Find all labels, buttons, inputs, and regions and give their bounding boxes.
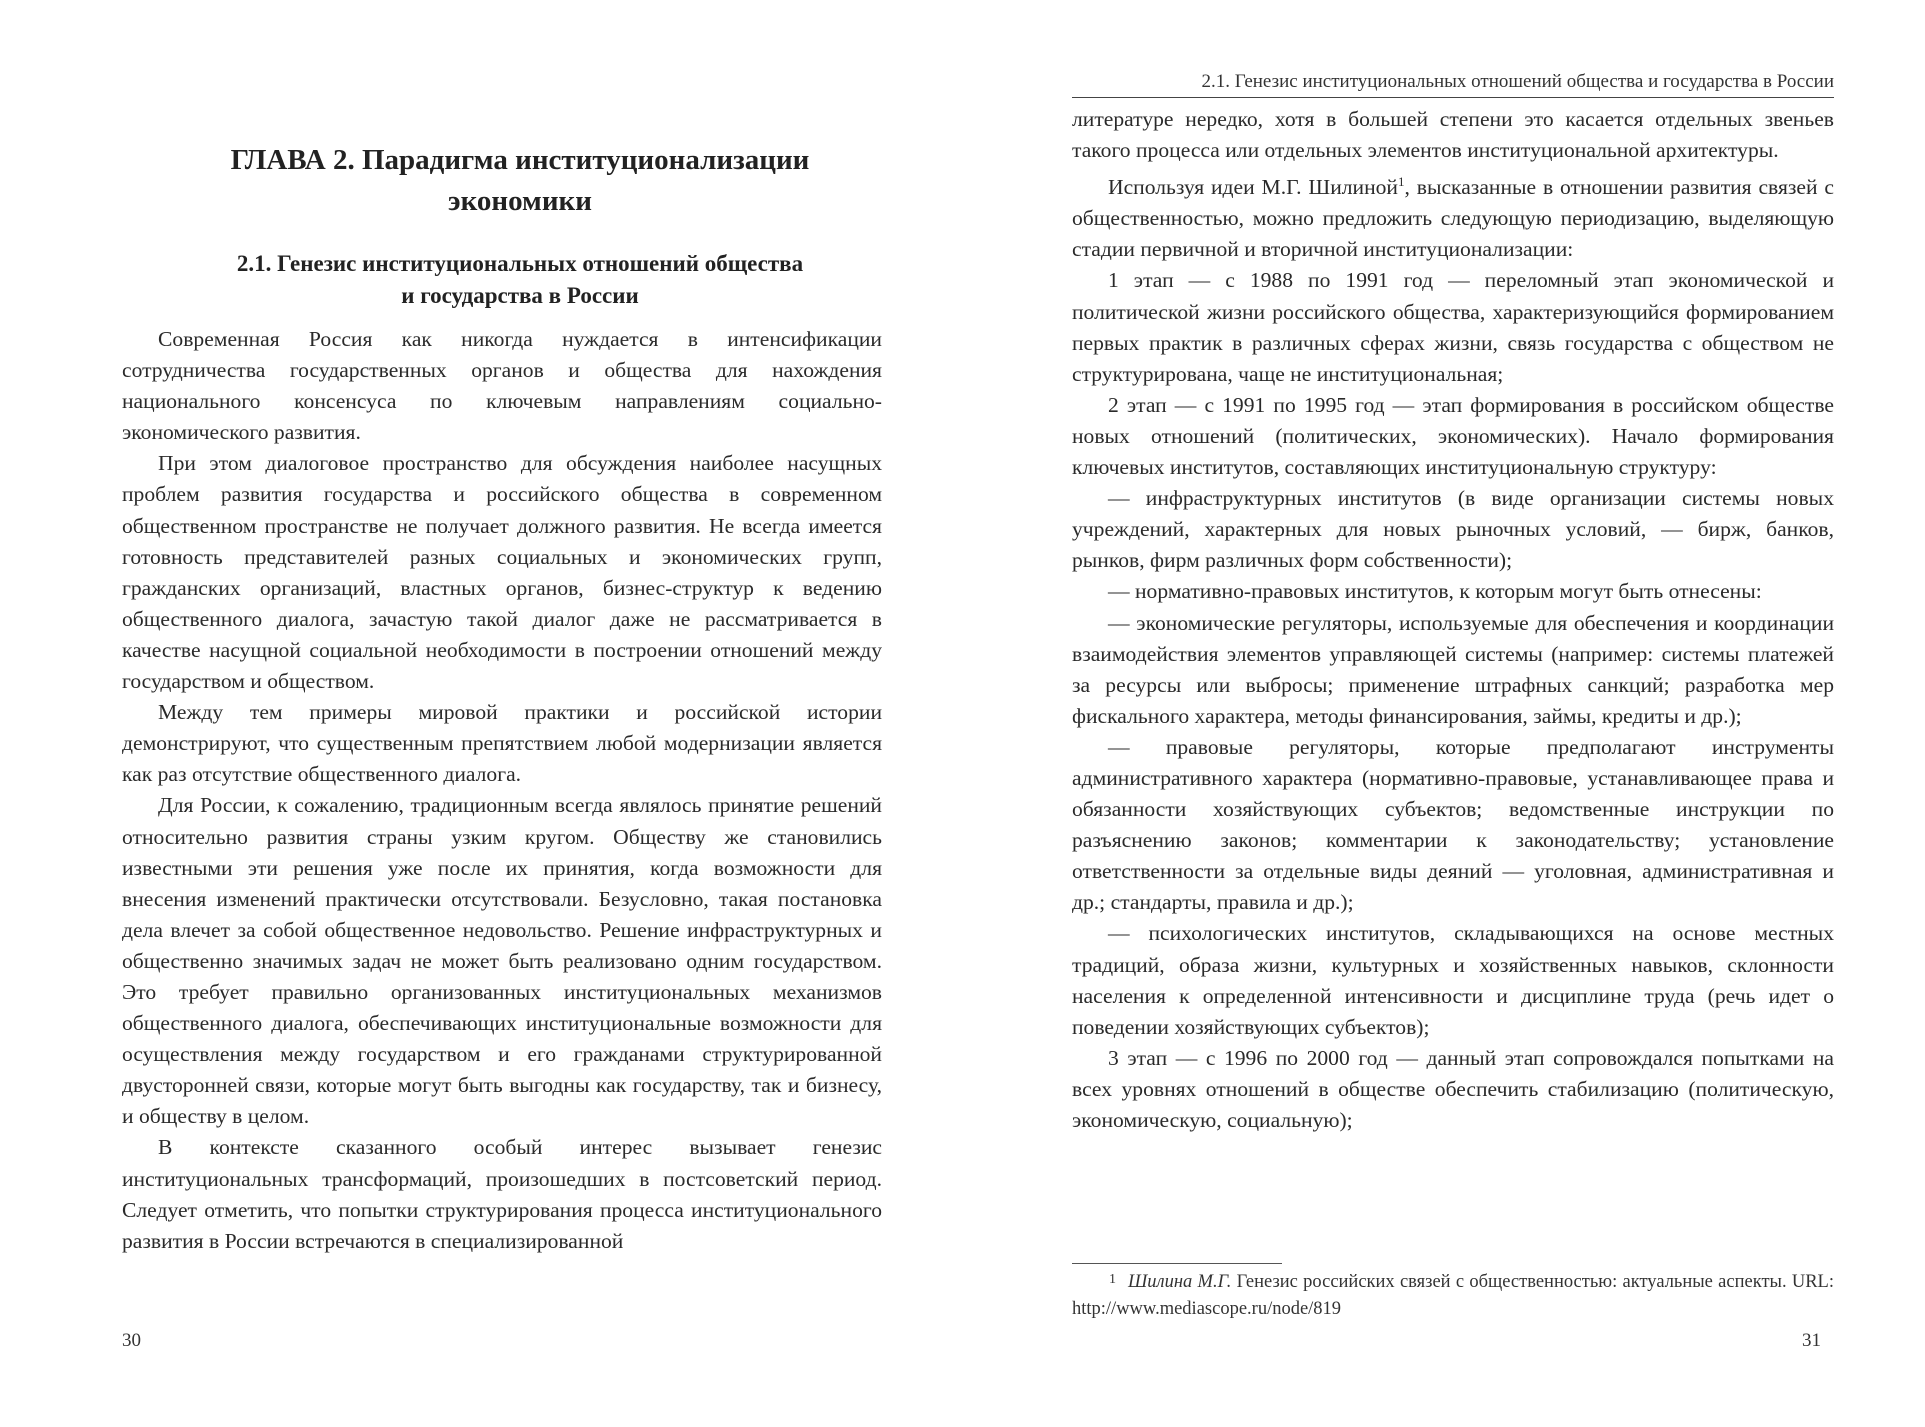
running-head-rule bbox=[1072, 97, 1834, 98]
paragraph-text: Используя идеи М.Г. Шилиной bbox=[1108, 175, 1398, 200]
paragraph: — психологических институтов, складывающихся на основе местных традиций, образа жизни, культурных и хозяйственных навыков, склонности населения к определенной интенсивности и дисциплине труда (речь идет о поведении хозяйствующих субъектов); bbox=[1072, 921, 1834, 1039]
footnote bbox=[1072, 1266, 1834, 1323]
section-title-line-1: 2.1. Генезис институциональных отношений общества bbox=[236, 251, 804, 276]
right-body-text bbox=[1072, 104, 1834, 1136]
paragraph-text: , высказанные в отношении развития связей с общественностью, можно предложить следующую периодизацию, выделяющую стадии первичной и вторичной институционализации: bbox=[1072, 175, 1834, 262]
footnote-number: 1 bbox=[1109, 1272, 1116, 1287]
paragraph: — нормативно-правовых институтов, к которым могут быть отнесены: bbox=[1108, 579, 1762, 604]
right-page bbox=[962, 0, 1925, 1427]
paragraph: Для России, к сожалению, традиционным всегда являлось принятие решений относительно развития страны узким кругом. Обществу же становились известными эти решения уже после их принятия, когда возможности для внесения изменений практически отсутствовали. Безусловно, такая постановка дела влечет за собой общественное недовольство. Решение инфраструктурных и общественно значимых задач не может быть реализовано одним государством. Это требует правильно организованных институциональных механизмов общественного диалога, обеспечивающих институциональные возможности для осуществления между государством и его гражданами структурированной двусторонней связи, которые могут быть выгодны как государству, так и бизнесу, и обществу в целом. bbox=[122, 793, 882, 1129]
running-head: 2.1. Генезис институциональных отношений общества и государства в России bbox=[1201, 71, 1834, 92]
paragraph: — инфраструктурных институтов (в виде организации системы новых учреждений, характерных для новых рыночных условий, — бирж, банков, рынков, фирм различных форм собственности); bbox=[1072, 486, 1834, 573]
paragraph: Современная Россия как никогда нуждается в интенсификации сотрудничества государственных органов и общества для нахождения национального консенсуса по ключевым направлениям социально-экономического развития. bbox=[122, 327, 882, 445]
left-page bbox=[0, 0, 962, 1427]
paragraph-shilina bbox=[1072, 166, 1834, 265]
paragraph: При этом диалоговое пространство для обсуждения наиболее насущных проблем развития государства и российского общества в современном общественном пространстве не получает должного развития. Не всегда имеется готовность представителей разных социальных и экономических групп, гражданских организаций, властных органов, бизнес-структур к ведению общественного диалога, зачастую такой диалог даже не рассматривается в качестве насущной социальной необходимости в построении отношений между государством и обществом. bbox=[122, 451, 882, 694]
paragraph: В контексте сказанного особый интерес вызывает генезис институциональных трансформаций, произошедших в постсоветский период. Следует отметить, что попытки структурирования процесса институционального развития в России встречаются в специализированной bbox=[122, 1135, 882, 1253]
page-number: 31 bbox=[1802, 1330, 1821, 1351]
paragraph: 2 этап — с 1991 по 1995 год — этап формирования в российском обществе новых отношений (политических, экономических). Начало формирования ключевых институтов, составляющих институциональную структуру: bbox=[1072, 392, 1834, 480]
footnote-rule bbox=[1072, 1263, 1282, 1264]
chapter-title-line-1: ГЛАВА 2. Парадигма институционализации bbox=[230, 144, 810, 176]
left-body-text bbox=[122, 324, 882, 1257]
footnote-text: Генезис российских связей с общественностью: актуальные аспекты. URL: http://www.mediascope.ru/node/819 bbox=[1072, 1272, 1834, 1319]
page-number: 30 bbox=[122, 1330, 141, 1351]
chapter-title-line-2: экономики bbox=[448, 185, 592, 217]
section-title-line-2: и государства в России bbox=[401, 283, 639, 308]
footnote-author: Шилина М.Г. bbox=[1128, 1272, 1232, 1292]
paragraph: 3 этап — с 1996 по 2000 год — данный этап сопровождался попытками на всех уровнях отношений в обществе обеспечить стабилизацию (политическую, экономическую, социальную); bbox=[1072, 1045, 1834, 1132]
section-title bbox=[150, 248, 890, 312]
paragraph: Между тем примеры мировой практики и российской истории демонстрируют, что существенным препятствием любой модернизации является как раз отсутствие общественного диалога. bbox=[122, 700, 882, 787]
paragraph: 1 этап — с 1988 по 1991 год — переломный этап экономической и политической жизни российского общества, характеризующийся формированием первых практик в различных сферах жизни, связь государства с обществом не структурирована, чаще не институциональная; bbox=[1072, 268, 1834, 386]
paragraph: — правовые регуляторы, которые предполагают инструменты административного характера (нормативно-правовые, устанавливающее права и обязанности хозяйствующих субъектов; ведомственные инструкции по разъяснению законов; комментарии к законодательству; установление ответственности за отдельные виды деяний — уголовная, административная и др.; стандарты, правила и др.); bbox=[1072, 734, 1834, 915]
footnote-reference: 1 bbox=[1398, 174, 1405, 190]
chapter-title bbox=[150, 140, 890, 222]
paragraph: — экономические регуляторы, используемые для обеспечения и координации взаимодействия элементов управляющей системы (например: системы платежей за ресурсы или выбросы; применение штрафных санкций; разработка мер фискального характера, методы финансирования, займы, кредиты и др.); bbox=[1072, 610, 1834, 728]
continuation-paragraph: литературе нередко, хотя в большей степени это касается отдельных звеньев такого процесса или отдельных элементов институциональной архитектуры. bbox=[1072, 107, 1834, 163]
